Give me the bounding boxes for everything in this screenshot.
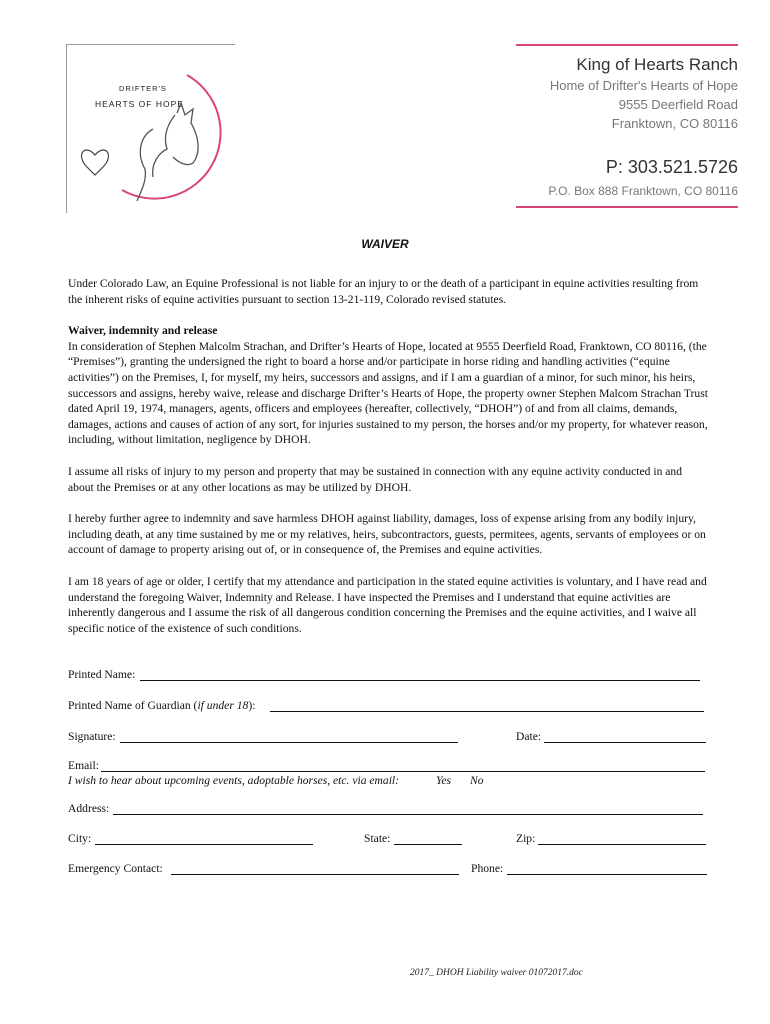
waiver-body — [68, 276, 710, 652]
printed-name-label: Printed Name: — [68, 668, 136, 681]
po-box: P.O. Box 888 Franktown, CO 80116 — [516, 183, 738, 208]
state-label: State: — [364, 832, 391, 845]
address-line-1: 9555 Deerfield Road — [618, 97, 738, 112]
email-field[interactable] — [101, 759, 705, 772]
ranch-header — [516, 44, 738, 208]
phone-field[interactable] — [507, 862, 707, 875]
signature-label: Signature: — [68, 730, 116, 743]
state-field[interactable] — [394, 832, 462, 845]
address-label: Address: — [68, 802, 110, 815]
guardian-name-row — [68, 699, 710, 715]
city-field[interactable] — [95, 832, 313, 845]
printed-name-field[interactable] — [140, 668, 700, 681]
zip-label: Zip: — [516, 832, 536, 845]
guardian-close: ): — [248, 699, 256, 712]
guardian-note: if under 18 — [197, 699, 249, 712]
emergency-contact-label: Emergency Contact: — [68, 862, 163, 875]
document-title: WAIVER — [361, 237, 409, 251]
intro-paragraph: Under Colorado Law, an Equine Professional is not liable for an injury to or the death of a participant in equine activities resulting from the inherent risks of equine activities pursuant to section 13-21-119, Colorado revised statutes. — [68, 277, 699, 306]
ranch-phone: P: 303.521.5726 — [605, 157, 738, 177]
email-optin-label: I wish to hear about upcoming events, adoptable horses, etc. via email: — [68, 774, 400, 787]
svg-text:DRIFTER'S: DRIFTER'S — [119, 84, 167, 93]
indemnity-paragraph: I hereby further agree to indemnity and save harmless DHOH against liability, damages, loss of expense arising from any bodily injury, including death, at any time sustained by me or my relatives, heirs, subcontractors, guests, permitees, agents, servants of employees or on account of damage to property arising out of, or in consequence of, the Premises and equine activities. — [68, 512, 706, 557]
printed-name-row — [68, 668, 710, 684]
optin-no[interactable]: No — [470, 774, 484, 787]
address-row — [68, 802, 710, 818]
svg-text:HEARTS OF HOPE: HEARTS OF HOPE — [95, 99, 184, 109]
date-field[interactable] — [544, 730, 706, 743]
email-row — [68, 759, 710, 775]
address-field[interactable] — [113, 802, 703, 815]
optin-yes[interactable]: Yes — [436, 774, 452, 787]
guardian-name-field[interactable] — [270, 699, 704, 712]
zip-field[interactable] — [538, 832, 706, 845]
emergency-contact-field[interactable] — [171, 862, 459, 875]
section-heading: Waiver, indemnity and release — [68, 324, 218, 338]
ranch-name: King of Hearts Ranch — [576, 55, 738, 74]
guardian-name-label: Printed Name of Guardian ( — [68, 699, 198, 712]
hearts-of-hope-logo — [67, 45, 235, 213]
signature-row — [68, 730, 710, 746]
phone-label: Phone: — [471, 862, 504, 875]
waiver-section — [68, 323, 710, 448]
address-line-2: Franktown, CO 80116 — [611, 116, 738, 131]
risk-paragraph: I assume all risks of injury to my person and property that may be sustained in connection with any equine activity conducted in and about the Premises or at any other locations as may be utilized by DHOH. — [68, 464, 682, 494]
emergency-row — [68, 862, 710, 878]
city-label: City: — [68, 832, 92, 845]
section-body: In consideration of Stephen Malcolm Strachan, and Drifter’s Hearts of Hope, located at 9555 Deerfield Road, Franktown, CO 80116, (the “Premises”), granting the undersigned the right to board a horse and/or participate in horse riding and handling activities (“equine activities”) on the Premises, I, for myself, my heirs, successors and assigns, and if I am a guardian of a minor, for such minor, his heirs, successors and assigns, hereby waive, release and discharge Drifter’s Hearts of Hope, the property owner Stephen Malcom Strachan Trust dated April 19, 1974, managers, agents, officers and employees (hereafter, collectively, “DHOH”) of and from all claims, demands, damages, actions and causes of action of any sort, for injuries sustained to my person, the horses and/or my property, for whatever reason, including, without limitation, negligence by DHOH. — [68, 339, 708, 447]
age-paragraph: I am 18 years of age or older, I certify that my attendance and participation in the stated equine activities is voluntary, and I have read and understand the foregoing Waiver, Indemnity and Release. I have inspected the Premises and I understand that equine activities are inherently dangerous and I assume the risk of all dangerous condition concerning the Premises and the equine activities, and I waive all specific notice of the existence of such conditions. — [68, 574, 707, 635]
signature-field[interactable] — [120, 730, 458, 743]
logo-frame — [66, 44, 235, 213]
date-label: Date: — [516, 730, 542, 743]
email-optin-row — [68, 774, 710, 790]
home-of-line: Home of Drifter's Hearts of Hope — [549, 78, 738, 93]
document-footer: 2017_ DHOH Liability waiver 01072017.doc — [410, 968, 583, 978]
email-label: Email: — [68, 759, 99, 772]
city-state-zip-row — [68, 832, 710, 848]
